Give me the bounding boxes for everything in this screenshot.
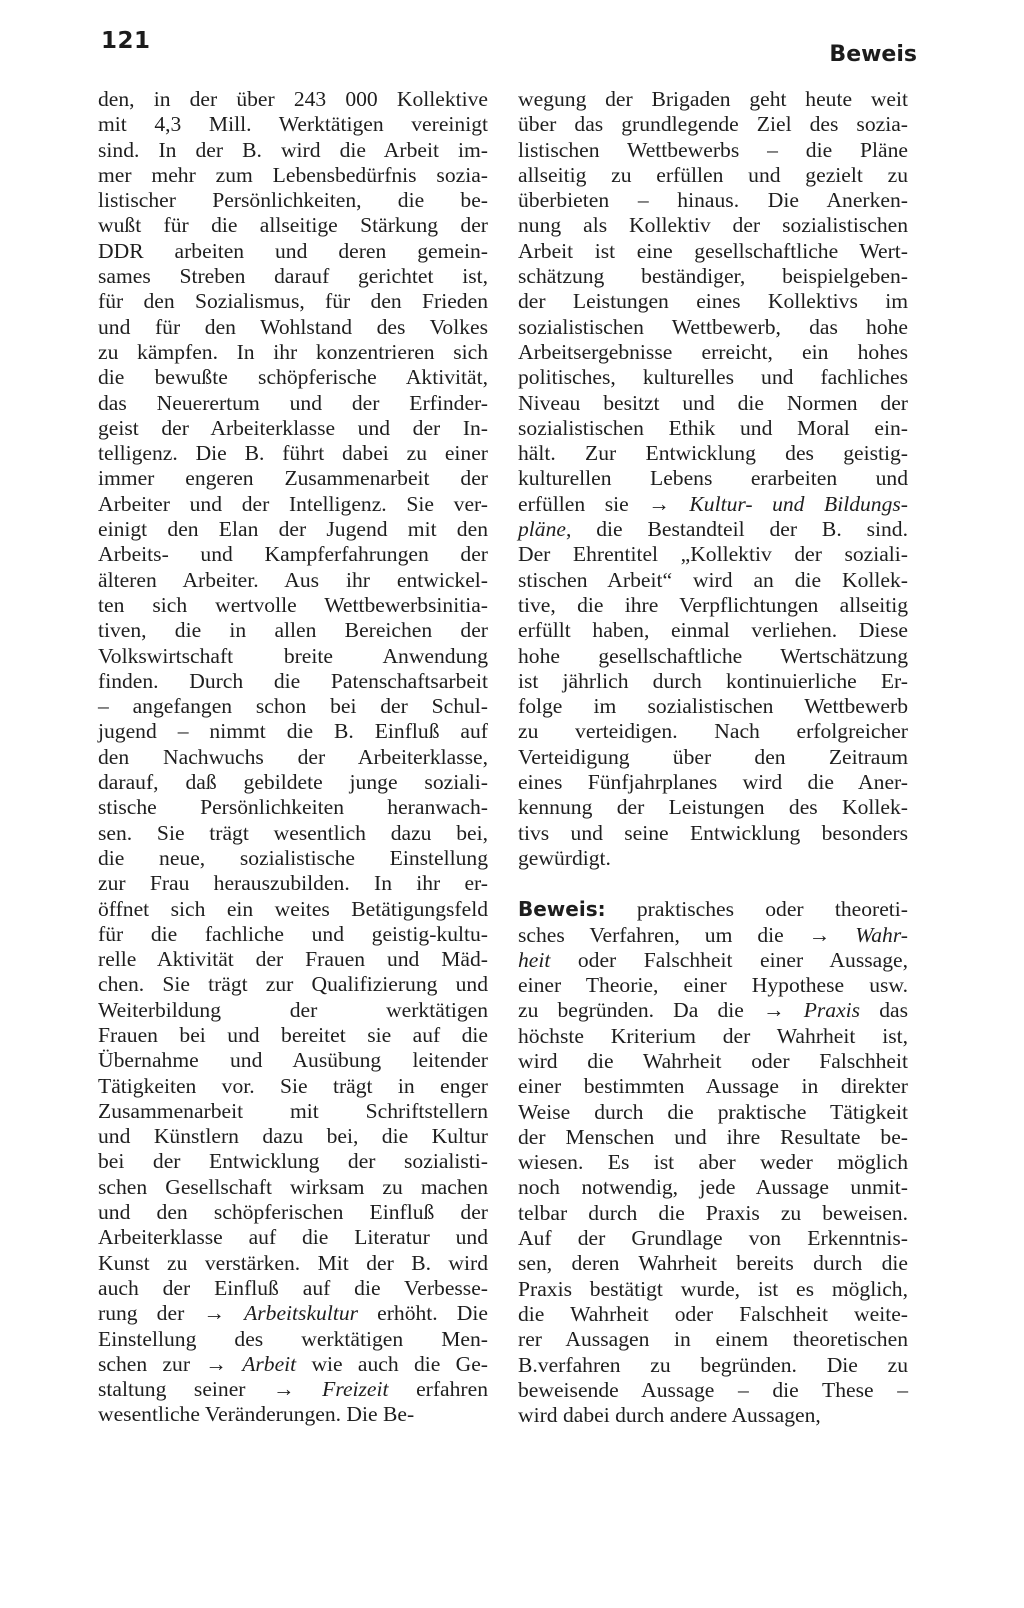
- text-segment: öffnet sich ein weites Betätigungsfeld: [98, 896, 488, 921]
- text-line: [518, 365, 908, 390]
- text-line: [518, 1201, 908, 1226]
- text-line: [518, 188, 908, 213]
- cross-reference: pläne: [518, 517, 566, 542]
- text-segment: und für den Wohlstand des Volkes: [98, 314, 488, 339]
- text-line: [98, 568, 488, 593]
- text-line: [98, 1124, 488, 1149]
- text-segment: , die Bestandteil der B. sind.: [565, 517, 908, 542]
- text-line: [98, 1149, 488, 1174]
- text-segment: ist jährlich durch kontinuierliche Er-: [518, 668, 908, 693]
- text-segment: einer bestimmten Aussage in direkter: [518, 1074, 908, 1099]
- text-line: [518, 1378, 908, 1403]
- text-line: [518, 745, 908, 770]
- text-segment: sozialistischen Wettbewerb, das hohe: [518, 314, 908, 339]
- text-line: [98, 669, 488, 694]
- text-segment: einer Theorie, einer Hypothese usw.: [518, 973, 908, 998]
- text-segment: wiesen. Es ist aber weder möglich: [518, 1150, 908, 1175]
- text-line: [98, 365, 488, 390]
- text-line: [518, 87, 908, 112]
- text-line: [98, 264, 488, 289]
- text-line: [98, 1099, 488, 1124]
- text-line: [98, 416, 488, 441]
- text-segment: tiven, die in allen Bereichen der: [98, 618, 488, 643]
- text-line: [518, 618, 908, 643]
- text-segment: älteren Arbeiter. Aus ihr entwickel-: [98, 567, 488, 592]
- text-line: [518, 897, 908, 922]
- text-segment: Auf der Grundlage von Erkenntnis-: [518, 1226, 908, 1251]
- text-segment: listischer Persönlichkeiten, die be-: [98, 188, 488, 213]
- text-segment: sen, deren Wahrheit bereits durch die: [518, 1251, 908, 1276]
- text-line: [98, 719, 488, 744]
- text-line: [98, 492, 488, 517]
- text-segment: höchste Kriterium der Wahrheit ist,: [518, 1023, 908, 1048]
- text-line: [98, 87, 488, 112]
- text-line: [518, 1150, 908, 1175]
- text-segment: tivs und seine Entwicklung besonders: [518, 820, 908, 845]
- text-segment: telligenz. Die B. führt dabei zu einer: [98, 441, 488, 466]
- text-segment: hohe gesellschaftliche Wertschätzung: [518, 643, 908, 668]
- page-number: 121: [101, 28, 151, 54]
- text-line: [98, 922, 488, 947]
- text-line: [98, 1301, 488, 1326]
- text-segment: die Wahrheit oder Falschheit weite-: [518, 1301, 908, 1326]
- text-line: [98, 1327, 488, 1352]
- cross-reference: heit: [518, 947, 551, 972]
- text-segment: Kunst zu verstärken. Mit der B. wird: [98, 1250, 488, 1275]
- text-line: [518, 340, 908, 365]
- text-line: [98, 998, 488, 1023]
- text-segment: sen. Sie trägt wesentlich dazu bei,: [98, 820, 488, 845]
- text-line: [518, 1353, 908, 1378]
- cross-reference: Arbeit: [242, 1351, 297, 1376]
- text-line: [518, 264, 908, 289]
- text-segment: gewürdigt.: [518, 845, 611, 870]
- text-line: [518, 923, 908, 948]
- text-line: [518, 1277, 908, 1302]
- text-segment: Zusammenarbeit mit Schriftstellern: [98, 1098, 488, 1123]
- text-segment: die bewußte schöpferische Aktivität,: [98, 365, 488, 390]
- text-segment: chen. Sie trägt zur Qualifizierung und: [98, 972, 488, 997]
- text-segment: erfahren: [388, 1377, 488, 1402]
- text-line: [518, 948, 908, 973]
- text-line: [518, 568, 908, 593]
- text-line: [98, 340, 488, 365]
- text-line: [518, 213, 908, 238]
- text-line: [98, 821, 488, 846]
- text-line: [518, 1327, 908, 1352]
- text-line: [518, 669, 908, 694]
- text-segment: darauf, daß gebildete junge soziali-: [98, 770, 488, 795]
- text-segment: stische Persönlichkeiten heranwach-: [98, 795, 488, 820]
- text-line: [98, 188, 488, 213]
- text-line: [98, 1175, 488, 1200]
- text-segment: Einstellung des werktätigen Men-: [98, 1326, 488, 1351]
- text-line: [98, 112, 488, 137]
- text-segment: wußt für die allseitige Stärkung der: [98, 213, 488, 238]
- text-line: [98, 1048, 488, 1073]
- text-segment: sozialistischen Ethik und Moral ein-: [518, 415, 908, 440]
- text-line: [518, 441, 908, 466]
- text-segment: staltung seiner →: [98, 1377, 323, 1402]
- text-segment: Weiterbildung der werktätigen: [98, 997, 488, 1022]
- text-segment: und den schöpferischen Einfluß der: [98, 1200, 488, 1225]
- text-segment: Arbeiterklasse auf die Literatur und: [98, 1225, 488, 1250]
- text-line: [98, 770, 488, 795]
- text-line: [98, 466, 488, 491]
- right-text-column: [518, 87, 908, 1428]
- text-line: [518, 517, 908, 542]
- text-line: [98, 391, 488, 416]
- text-line: [98, 871, 488, 896]
- text-line: [518, 391, 908, 416]
- text-segment: B.verfahren zu begründen. Die zu: [518, 1352, 908, 1377]
- text-segment: schen zur →: [98, 1351, 243, 1376]
- text-line: [518, 770, 908, 795]
- text-segment: noch notwendig, jede Aussage unmit-: [518, 1175, 908, 1200]
- entry-headword: Beweis:: [518, 897, 606, 922]
- text-line: [518, 1226, 908, 1251]
- left-text-column: [98, 87, 488, 1428]
- text-line: [518, 239, 908, 264]
- text-segment: sches Verfahren, um die →: [518, 922, 856, 947]
- cross-reference: Arbeitskultur: [244, 1301, 359, 1326]
- text-line: [518, 846, 908, 871]
- text-segment: Arbeitsergebnisse erreicht, ein hohes: [518, 339, 908, 364]
- text-line: [98, 897, 488, 922]
- running-head: Beweis: [829, 42, 917, 67]
- text-segment: das Neuerertum und der Erfinder-: [98, 390, 488, 415]
- text-segment: das: [860, 998, 908, 1023]
- text-segment: Übernahme und Ausübung leitender: [98, 1048, 488, 1073]
- text-segment: Weise durch die praktische Tätigkeit: [518, 1099, 908, 1124]
- text-segment: beweisende Aussage – die These –: [518, 1377, 908, 1402]
- text-segment: Verteidigung über den Zeitraum: [518, 744, 908, 769]
- text-line: [518, 1302, 908, 1327]
- text-segment: erfüllen sie →: [518, 491, 690, 516]
- text-line: [518, 1049, 908, 1074]
- text-line: [98, 745, 488, 770]
- text-line: [98, 618, 488, 643]
- text-line: [98, 1377, 488, 1402]
- text-segment: den Nachwuchs der Arbeiterklasse,: [98, 744, 488, 769]
- text-segment: erfüllt haben, einmal verliehen. Diese: [518, 618, 908, 643]
- text-segment: immer engeren Zusammenarbeit der: [98, 466, 488, 491]
- text-line: [98, 1225, 488, 1250]
- text-segment: hält. Zur Entwicklung des geistig-: [518, 441, 908, 466]
- text-segment: stischen Arbeit“ wird an die Kollek-: [518, 567, 908, 592]
- text-line: [98, 239, 488, 264]
- text-segment: für die fachliche und geistig-kultu-: [98, 921, 488, 946]
- cross-reference: Praxis: [803, 998, 861, 1023]
- text-segment: mit 4,3 Mill. Werktätigen vereinigt: [98, 112, 488, 137]
- text-segment: finden. Durch die Patenschaftsarbeit: [98, 668, 488, 693]
- text-line: [98, 795, 488, 820]
- text-line: [98, 1251, 488, 1276]
- text-segment: auch der Einfluß auf die Verbesse-: [98, 1275, 488, 1300]
- text-line: [518, 998, 908, 1023]
- text-segment: einigt den Elan der Jugend mit den: [98, 517, 488, 542]
- text-segment: zu kämpfen. In ihr konzentrieren sich: [98, 339, 488, 364]
- text-line: [98, 972, 488, 997]
- text-segment: Niveau besitzt und die Normen der: [518, 390, 908, 415]
- text-segment: listischen Wettbewerbs – die Pläne: [518, 137, 908, 162]
- text-segment: zu verteidigen. Nach erfolgreicher: [518, 719, 908, 744]
- text-line: [518, 644, 908, 669]
- text-line: [98, 315, 488, 340]
- text-segment: politisches, kulturelles und fachliches: [518, 365, 908, 390]
- text-segment: rung der →: [98, 1301, 245, 1326]
- text-line: [98, 846, 488, 871]
- text-segment: der Menschen und ihre Resultate be-: [518, 1124, 908, 1149]
- text-segment: bei der Entwicklung der sozialisti-: [98, 1149, 488, 1174]
- text-segment: überbieten – hinaus. Die Anerken-: [518, 188, 908, 213]
- text-segment: nung als Kollektiv der sozialistischen: [518, 213, 908, 238]
- text-line: [98, 441, 488, 466]
- text-segment: sind. In der B. wird die Arbeit im-: [98, 137, 488, 162]
- text-line: [518, 1024, 908, 1049]
- text-segment: DDR arbeiten und deren gemein-: [98, 238, 488, 263]
- text-segment: erhöht. Die: [358, 1301, 488, 1326]
- text-segment: über das grundlegende Ziel des sozia-: [518, 112, 908, 137]
- text-segment: allseitig zu erfüllen und gezielt zu: [518, 162, 908, 187]
- text-segment: schen Gesellschaft wirksam zu machen: [98, 1174, 488, 1199]
- text-segment: und Künstlern dazu bei, die Kultur: [98, 1124, 488, 1149]
- text-line: [98, 1023, 488, 1048]
- text-segment: schätzung beständiger, beispielgeben-: [518, 264, 908, 289]
- text-line: [518, 315, 908, 340]
- text-segment: zu begründen. Da die →: [518, 998, 804, 1023]
- text-segment: jugend – nimmt die B. Einfluß auf: [98, 719, 488, 744]
- text-segment: ten sich wertvolle Wettbewerbsinitia-: [98, 592, 488, 617]
- text-segment: oder Falschheit einer Aussage,: [550, 947, 908, 972]
- text-line: [518, 1251, 908, 1276]
- text-line: [518, 138, 908, 163]
- text-segment: zur Frau herauszubilden. In ihr er-: [98, 871, 488, 896]
- cross-reference: Wahr-: [855, 922, 908, 947]
- text-line: [518, 593, 908, 618]
- text-line: [518, 1074, 908, 1099]
- text-segment: geist der Arbeiterklasse und der In-: [98, 415, 488, 440]
- paragraph-gap: [518, 871, 908, 897]
- text-line: [518, 492, 908, 517]
- text-line: [98, 593, 488, 618]
- text-line: [98, 163, 488, 188]
- text-line: [518, 466, 908, 491]
- text-line: [518, 112, 908, 137]
- text-segment: Praxis bestätigt wurde, ist es möglich,: [518, 1276, 908, 1301]
- text-segment: wesentliche Veränderungen. Die Be-: [98, 1402, 415, 1427]
- text-line: [518, 694, 908, 719]
- text-line: [98, 644, 488, 669]
- text-segment: kennung der Leistungen des Kollek-: [518, 795, 908, 820]
- text-segment: wird die Wahrheit oder Falschheit: [518, 1048, 908, 1073]
- text-line: [518, 973, 908, 998]
- text-line: [98, 289, 488, 314]
- text-line: [518, 1100, 908, 1125]
- text-line: [98, 1074, 488, 1099]
- text-line: [518, 416, 908, 441]
- text-segment: wird dabei durch andere Aussagen,: [518, 1403, 821, 1428]
- text-line: [98, 1276, 488, 1301]
- text-line: [518, 289, 908, 314]
- text-segment: wie auch die Ge-: [296, 1351, 488, 1376]
- text-segment: Arbeit ist eine gesellschaftliche Wert-: [518, 238, 908, 263]
- text-segment: Der Ehrentitel „Kollektiv der soziali-: [518, 542, 908, 567]
- text-segment: telbar durch die Praxis zu beweisen.: [518, 1200, 908, 1225]
- text-line: [98, 1200, 488, 1225]
- text-segment: wegung der Brigaden geht heute weit: [518, 87, 908, 111]
- text-line: [98, 694, 488, 719]
- text-line: [98, 542, 488, 567]
- text-segment: Tätigkeiten vor. Sie trägt in enger: [98, 1073, 488, 1098]
- text-segment: folge im sozialistischen Wettbewerb: [518, 694, 908, 719]
- text-line: [518, 719, 908, 744]
- text-segment: Volkswirtschaft breite Anwendung: [98, 643, 488, 668]
- text-segment: mer mehr zum Lebensbedürfnis sozia-: [98, 162, 488, 187]
- text-segment: Frauen bei und bereitet sie auf die: [98, 1022, 488, 1047]
- text-segment: sames Streben darauf gerichtet ist,: [98, 264, 488, 289]
- text-segment: Arbeiter und der Intelligenz. Sie ver-: [98, 491, 488, 516]
- text-segment: eines Fünfjahrplanes wird die Aner-: [518, 770, 908, 795]
- text-line: [518, 1125, 908, 1150]
- text-line: [518, 821, 908, 846]
- text-line: [98, 947, 488, 972]
- text-line: [98, 1402, 488, 1427]
- text-line: [98, 138, 488, 163]
- text-line: [518, 1175, 908, 1200]
- text-line: [98, 1352, 488, 1377]
- text-segment: für den Sozialismus, für den Frieden: [98, 289, 488, 314]
- text-line: [518, 542, 908, 567]
- text-segment: kulturellen Lebens erarbeiten und: [518, 466, 908, 491]
- text-line: [98, 213, 488, 238]
- text-line: [98, 517, 488, 542]
- text-segment: tive, die ihre Verpflichtungen allseitig: [518, 592, 908, 617]
- text-line: [518, 1403, 908, 1428]
- text-segment: relle Aktivität der Frauen und Mäd-: [98, 947, 488, 972]
- text-segment: Arbeits- und Kampferfahrungen der: [98, 542, 488, 567]
- text-line: [518, 163, 908, 188]
- text-segment: – angefangen schon bei der Schul-: [98, 694, 488, 719]
- text-line: [518, 795, 908, 820]
- text-segment: praktisches oder theoreti-: [605, 897, 908, 922]
- text-segment: den, in der über 243 000 Kollektive: [98, 87, 488, 111]
- text-segment: der Leistungen eines Kollektivs im: [518, 289, 908, 314]
- text-segment: rer Aussagen in einem theoretischen: [518, 1327, 908, 1352]
- text-segment: die neue, sozialistische Einstellung: [98, 845, 488, 870]
- cross-reference: Freizeit: [322, 1377, 389, 1402]
- cross-reference: Kultur- und Bildungs-: [689, 491, 908, 516]
